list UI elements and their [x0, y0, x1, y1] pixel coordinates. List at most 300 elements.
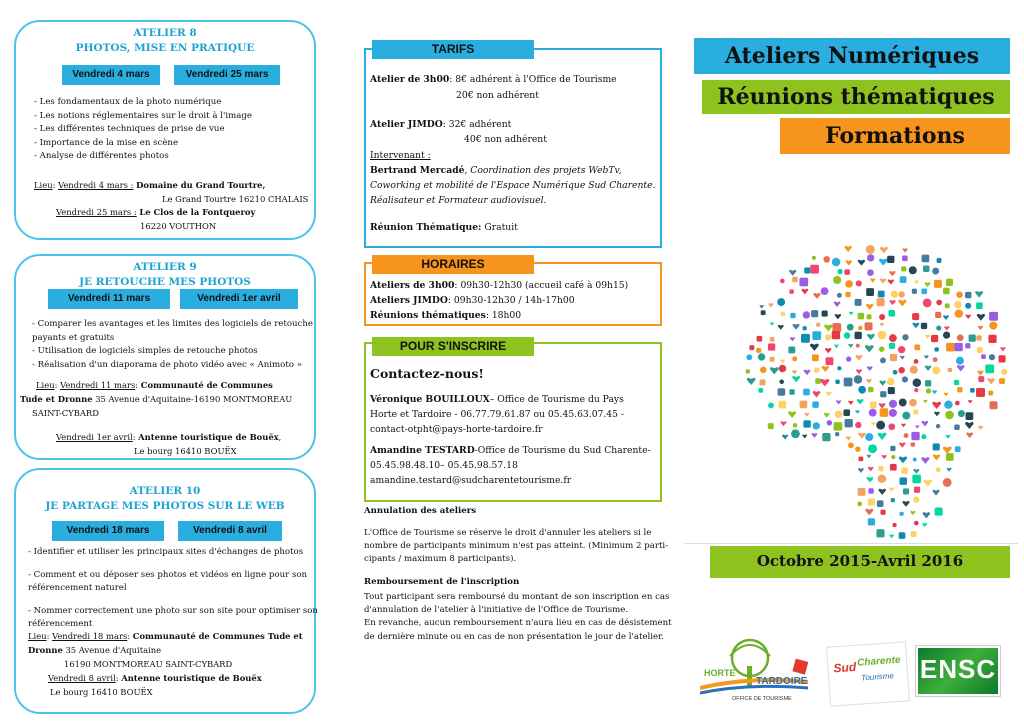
decorative-icon [865, 433, 873, 441]
decorative-icon [824, 413, 830, 418]
list-item: - Analyse de différentes photos [34, 151, 169, 161]
decorative-icon [768, 343, 775, 350]
decorative-icon [877, 500, 884, 507]
decorative-icon [891, 455, 895, 459]
decorative-icon [770, 367, 779, 374]
decorative-icon [898, 346, 905, 353]
decorative-icon [880, 510, 885, 515]
decorative-icon [848, 401, 853, 405]
decorative-icon [878, 466, 883, 471]
sud-text: Sud [833, 659, 857, 676]
contact-heading: Contactez-nous! [370, 366, 484, 381]
decorative-icon [889, 409, 897, 417]
atelier-8-venue-1-address: Le Grand Tourtre 16210 CHALAIS [162, 194, 309, 204]
decorative-icon [880, 278, 886, 283]
decorative-icon [778, 388, 786, 396]
list-item: - Les notions réglementaires sur le droit à l'image [34, 110, 252, 121]
decorative-icon [857, 399, 864, 405]
heading-formations: Formations [780, 118, 1010, 154]
decorative-icon [837, 366, 841, 370]
decorative-icon [936, 300, 942, 306]
decorative-icon [944, 326, 949, 330]
decorative-icon [966, 315, 971, 319]
list-item: référencement [28, 619, 93, 629]
decorative-icon [888, 387, 895, 394]
decorative-icon [780, 359, 785, 363]
decorative-icon [893, 370, 898, 375]
decorative-icon [947, 468, 952, 472]
decorative-icon [845, 292, 850, 297]
decorative-icon [903, 488, 909, 494]
decorative-icon [770, 337, 775, 342]
decorative-icon [866, 379, 871, 384]
decorative-icon [854, 375, 862, 383]
decorative-icon [923, 266, 929, 272]
decorative-icon [987, 378, 994, 384]
decorative-icon [867, 254, 874, 261]
decorative-icon [932, 390, 937, 394]
decorative-icon [854, 332, 861, 339]
decorative-icon [855, 446, 860, 451]
decorative-icon [936, 424, 940, 428]
decorative-icon [956, 357, 964, 365]
decorative-icon [934, 412, 940, 417]
decorative-icon [900, 356, 905, 360]
atelier-8-panel [14, 20, 316, 240]
decorative-icon [891, 291, 898, 298]
decorative-icon [834, 422, 843, 431]
decorative-icon [749, 345, 754, 350]
decorative-icon [944, 393, 948, 397]
decorative-icon [910, 366, 918, 374]
decorative-icon [868, 499, 875, 506]
atelier-9-venue-2: Vendredi 1er avril: Antenne touristique de Bouëx, [56, 432, 282, 442]
decorative-icon [976, 335, 982, 341]
atelier-10-venue-1-address-2: 16190 MONTMOREAU SAINT-CYBARD [64, 659, 233, 669]
decorative-icon [780, 279, 785, 284]
decorative-icon [899, 456, 907, 463]
decorative-icon [978, 376, 984, 382]
decorative-icon [866, 245, 875, 254]
decorative-icon [1001, 369, 1007, 375]
decorative-icon [914, 388, 918, 392]
decorative-icon [843, 409, 850, 416]
decorative-icon [813, 422, 820, 429]
tardoire-text: TARDOIRE [756, 676, 808, 687]
decorative-icon [901, 423, 906, 427]
decorative-icon [889, 334, 897, 342]
decorative-icon [965, 343, 970, 348]
decorative-icon [970, 388, 975, 393]
decorative-icon [892, 523, 896, 527]
decorative-icon [869, 409, 877, 417]
decorative-icon [825, 348, 831, 353]
decorative-icon [943, 288, 950, 295]
intervenant-desc-3: Réalisateur et Formateur audiovisuel. [370, 195, 547, 206]
atelier-10-list [28, 546, 318, 632]
decorative-icon [826, 357, 834, 365]
decorative-icon [867, 334, 875, 340]
atelier-8-title: ATELIER 8 [133, 27, 197, 39]
decorative-icon [923, 400, 927, 403]
decorative-icon [844, 246, 851, 252]
decorative-icon [946, 453, 954, 461]
list-item: - Réalisation d'un diaporama de photo vidéo avec « Animoto » [32, 359, 302, 370]
decorative-icon [913, 379, 921, 387]
decorative-icon [877, 298, 885, 306]
decorative-icon [921, 323, 927, 329]
decorative-icon [878, 291, 885, 298]
remboursement-title: Remboursement de l'inscription [364, 577, 520, 587]
decorative-icon [935, 508, 943, 516]
decorative-icon [788, 346, 795, 353]
annulation-text: L'Office de Tourisme se réserve le droit d'annuler les ateliers si le nombre de participants minimum n'est pas atteint. (Minimum 2 parti- cipants / maximum 8 participants). [364, 528, 669, 565]
decorative-icon [770, 322, 774, 325]
decorative-icon [914, 521, 919, 526]
decorative-icon [792, 376, 800, 382]
decorative-icon [921, 457, 929, 464]
decorative-icon [898, 367, 904, 373]
decorative-icon [889, 534, 894, 538]
decorative-icon [837, 293, 842, 298]
decorative-icon [847, 324, 854, 331]
decorative-icon [989, 312, 998, 321]
decorative-icon [793, 423, 797, 427]
decorative-icon [887, 378, 895, 386]
decorative-icon [803, 326, 807, 330]
decorative-icon [926, 388, 931, 393]
decorative-icon [868, 518, 875, 525]
heading-reunions-thematiques: Réunions thématiques [702, 80, 1010, 114]
decorative-icon [888, 423, 895, 430]
atelier-8-subtitle: PHOTOS, MISE EN PRATIQUE [75, 42, 255, 54]
decorative-icon [871, 422, 875, 426]
list-item: - Importance de la mise en scène [34, 137, 179, 148]
decorative-icon [880, 323, 884, 327]
decorative-icon [890, 300, 896, 305]
decorative-icon [978, 326, 983, 330]
decorative-icon [943, 331, 950, 338]
list-item: - Utilisation de logiciels simples de retouche photos [32, 346, 258, 356]
decorative-icon [867, 269, 874, 276]
decorative-icon [815, 378, 821, 384]
decorative-icon [990, 401, 998, 409]
decorative-icon [844, 332, 850, 338]
atelier-9-panel [14, 254, 316, 460]
decorative-icon [954, 343, 962, 351]
decorative-icon [933, 490, 940, 496]
decorative-icon [900, 276, 907, 283]
decorative-icon [834, 301, 841, 306]
decorative-icon [882, 455, 887, 459]
decorative-icon [912, 323, 919, 329]
decorative-icon [856, 369, 862, 374]
decorative-icon [965, 303, 971, 309]
decorative-icon [936, 467, 941, 472]
decorative-icon [998, 355, 1005, 362]
decorative-icon [902, 376, 908, 382]
decorative-icon [900, 477, 908, 485]
decorative-icon [954, 380, 959, 385]
decorative-icon [813, 293, 820, 299]
decorative-icon [966, 432, 973, 438]
decorative-icon [768, 303, 773, 307]
decorative-icon [832, 258, 841, 267]
decorative-icon [878, 433, 887, 440]
decorative-icon [812, 331, 821, 340]
decorative-icon [977, 370, 983, 375]
decorative-icon [876, 421, 885, 430]
decorative-icon [870, 278, 875, 282]
decorative-icon [999, 378, 1005, 384]
decorative-icon [932, 268, 939, 275]
intervenant-desc-2: Coworking et mobilité de l'Espace Numérique Sud Charente. [370, 180, 656, 191]
tourisme-text: Tourisme [860, 671, 895, 683]
contact-2-email[interactable]: amandine.testard@sudcharentetourisme.fr [370, 475, 572, 486]
decorative-icon [977, 347, 983, 353]
decorative-icon [955, 446, 961, 452]
decorative-icon [858, 502, 862, 506]
list-item: - Comment et ou déposer ses photos et vidéos en ligne pour son [28, 569, 308, 580]
sud-charente-logo [826, 641, 910, 706]
decorative-icon [922, 421, 929, 427]
decorative-icon [925, 282, 931, 287]
decorative-icon [792, 277, 798, 283]
decorative-icon [911, 442, 915, 446]
atelier-8-venue-2: Vendredi 25 mars : Le Clos de la Fontqueroy [56, 207, 256, 217]
tarifs-title: TARIFS [372, 40, 534, 59]
decorative-icon [793, 324, 800, 330]
decorative-icon [781, 312, 785, 316]
atelier-10-venue-1: Lieu: Vendredi 18 mars: Communauté de Communes Tude et [28, 631, 303, 641]
decorative-icon [855, 422, 861, 428]
list-item: référencement naturel [28, 583, 127, 593]
contact-1-email[interactable]: contact-otpht@pays-horte-tardoire.fr [370, 424, 543, 435]
intervenant-label: Intervenant : [370, 150, 431, 161]
decorative-icon [890, 464, 897, 471]
atelier-9-list [32, 318, 313, 372]
decorative-icon [868, 488, 873, 493]
decorative-icon [779, 379, 784, 384]
decorative-icon [880, 357, 886, 363]
decorative-icon [867, 366, 873, 371]
decorative-icon [958, 410, 965, 417]
decorative-icon [913, 469, 919, 474]
decorative-icon [856, 344, 860, 348]
decorative-icon [966, 412, 974, 420]
separator-line [684, 543, 1018, 544]
decorative-icon [932, 366, 940, 374]
decorative-icon [988, 335, 996, 343]
decorative-icon [887, 256, 894, 263]
decorative-icon [943, 447, 952, 454]
atelier-10-venue-2: Vendredi 8 avril: Antenne touristique de Bouëx [48, 673, 262, 683]
decorative-icon [788, 411, 796, 418]
contact-1-line-1: Véronique BOUILLOUX– Office de Tourisme du Pays [370, 394, 624, 405]
decorative-icon [902, 248, 907, 252]
decorative-icon [799, 278, 808, 287]
decorative-icon [835, 314, 841, 319]
decorative-icon [989, 321, 997, 329]
decorative-icon [924, 480, 932, 487]
decorative-icon [812, 354, 819, 361]
decorative-icon [846, 436, 851, 440]
decorative-icon [902, 412, 910, 420]
decorative-icon [867, 455, 871, 458]
tarifs-line-2: Atelier JIMDO: 32€ adhérent [370, 119, 512, 130]
decorative-icon [823, 256, 830, 263]
decorative-icon [824, 325, 832, 332]
decorative-icon [803, 389, 810, 396]
decorative-icon [909, 266, 917, 274]
decorative-icon [880, 247, 888, 254]
atelier-10-title: ATELIER 10 [129, 485, 201, 497]
decorative-icon [912, 475, 921, 484]
atelier-9-title: ATELIER 9 [133, 261, 197, 273]
decorative-icon [870, 402, 877, 409]
decorative-icon [935, 312, 941, 318]
decorative-icon [827, 420, 832, 425]
decorative-icon [925, 380, 931, 386]
decorative-icon [977, 314, 985, 321]
tarifs-line-1: Atelier de 3h00: 8€ adhérent à l'Office de Tourisme [370, 74, 617, 85]
decorative-icon [865, 345, 874, 352]
decorative-icon [845, 419, 853, 427]
decorative-icon [816, 323, 820, 327]
decorative-icon [760, 305, 764, 309]
decorative-icon [804, 370, 811, 376]
horaires-title: HORAIRES [372, 255, 534, 274]
decorative-icon [810, 265, 819, 274]
decorative-icon [858, 488, 866, 496]
list-item: payants et gratuits [32, 332, 115, 343]
decorative-icon [858, 457, 863, 462]
decorative-icon [899, 291, 905, 297]
decorative-icon [802, 434, 807, 438]
atelier-8-venue-1: Lieu: Vendredi 4 mars : Domaine du Grand Tourtre, [34, 180, 266, 190]
decorative-icon [826, 392, 832, 397]
decorative-icon [899, 398, 907, 406]
decorative-icon [812, 433, 818, 438]
decorative-icon [937, 258, 942, 263]
list-item: - Comparer les avantages et les limites des logiciels de retouche [32, 319, 313, 329]
decorative-icon [746, 369, 750, 373]
atelier-8-date-2: Vendredi 25 mars [174, 65, 280, 85]
decorative-icon [846, 260, 852, 265]
decorative-icon [925, 335, 930, 339]
decorative-icon [922, 523, 927, 527]
decorative-icon [965, 292, 971, 298]
decorative-icon [779, 365, 786, 372]
decorative-icon [957, 387, 962, 392]
horaires-line-3: Réunions thématiques: 18h00 [370, 310, 522, 321]
decorative-icon [878, 474, 887, 483]
decorative-icon [921, 434, 926, 439]
decorative-icon [976, 302, 983, 309]
decorative-icon [1000, 347, 1005, 351]
decorative-icon [910, 511, 915, 515]
decorative-icon [889, 400, 897, 408]
atelier-8-date-1: Vendredi 4 mars [62, 65, 160, 85]
decorative-icon [760, 379, 766, 385]
decorative-icon [889, 271, 895, 276]
decorative-icon [879, 259, 887, 266]
atelier-10-panel [14, 468, 316, 714]
decorative-icon [837, 269, 842, 274]
decorative-icon [902, 334, 908, 340]
decorative-icon [746, 354, 752, 360]
atelier-10-date-2: Vendredi 8 avril [178, 521, 282, 541]
decorative-icon [900, 512, 904, 516]
decorative-icon [943, 478, 952, 487]
decorative-icon [922, 255, 930, 263]
decorative-icon [945, 303, 950, 308]
decorative-icon [988, 391, 993, 396]
decorative-icon [889, 343, 895, 349]
decorative-icon [890, 446, 895, 451]
decorative-icon [888, 279, 894, 284]
decorative-icon [954, 301, 962, 309]
decorative-icon [911, 432, 919, 440]
decorative-icon [913, 410, 918, 415]
horaires-line-2: Ateliers JIMDO: 09h30-12h30 / 14h-17h00 [370, 295, 575, 306]
decorative-icon [836, 400, 841, 404]
decorative-icon [879, 314, 885, 320]
decorative-icon [782, 434, 788, 439]
list-item: - Nommer correctement une photo sur son site pour optimiser son [28, 605, 318, 616]
decorative-icon [811, 310, 818, 317]
decorative-icon [761, 310, 766, 315]
decorative-icon [867, 477, 874, 482]
decorative-icon [879, 489, 886, 495]
decorative-icon [789, 289, 794, 294]
decorative-icon [792, 370, 797, 374]
decorative-icon [925, 366, 931, 371]
decorative-icon [849, 312, 853, 316]
decorative-icon [923, 512, 930, 518]
decorative-icon [804, 413, 809, 417]
decorative-icon [865, 322, 873, 330]
decorative-icon [879, 346, 885, 352]
decorative-icon [876, 529, 884, 537]
atelier-9-venue-1-address-2: SAINT-CYBARD [32, 408, 99, 418]
decorative-icon [810, 344, 819, 351]
decorative-icon [981, 354, 986, 359]
decorative-icon [868, 467, 874, 472]
decorative-icon [899, 442, 905, 447]
decorative-icon [804, 267, 810, 273]
heading-ateliers-numeriques: Ateliers Numériques [694, 38, 1010, 74]
charente-text: Charente [856, 654, 901, 669]
decorative-icon [924, 355, 928, 359]
decorative-icon [757, 336, 763, 342]
decorative-icon [943, 315, 949, 320]
decorative-icon [866, 304, 873, 310]
decorative-icon [901, 266, 906, 271]
decorative-icon [946, 279, 953, 286]
decorative-icon [835, 380, 839, 384]
decorative-icon [868, 444, 877, 453]
decorative-icon [932, 402, 941, 409]
decorative-icon [890, 354, 897, 361]
decorative-icon [968, 400, 972, 403]
head-icons-illustration [700, 232, 1010, 550]
remboursement-text: Tout participant sera remboursé du montant de son inscription en cas d'annulation de l'atelier à l'initiative de l'Office de Tourisme. En revanche, aucun remboursement n'aura lieu en cas de désistement de dernière minute ou en cas de non présentation le jour de l'atelier. [364, 592, 672, 642]
decorative-icon [801, 334, 810, 343]
reunion-tarif: Réunion Thématique: Gratuit [370, 222, 518, 233]
decorative-icon [965, 422, 973, 429]
decorative-icon [867, 314, 872, 319]
